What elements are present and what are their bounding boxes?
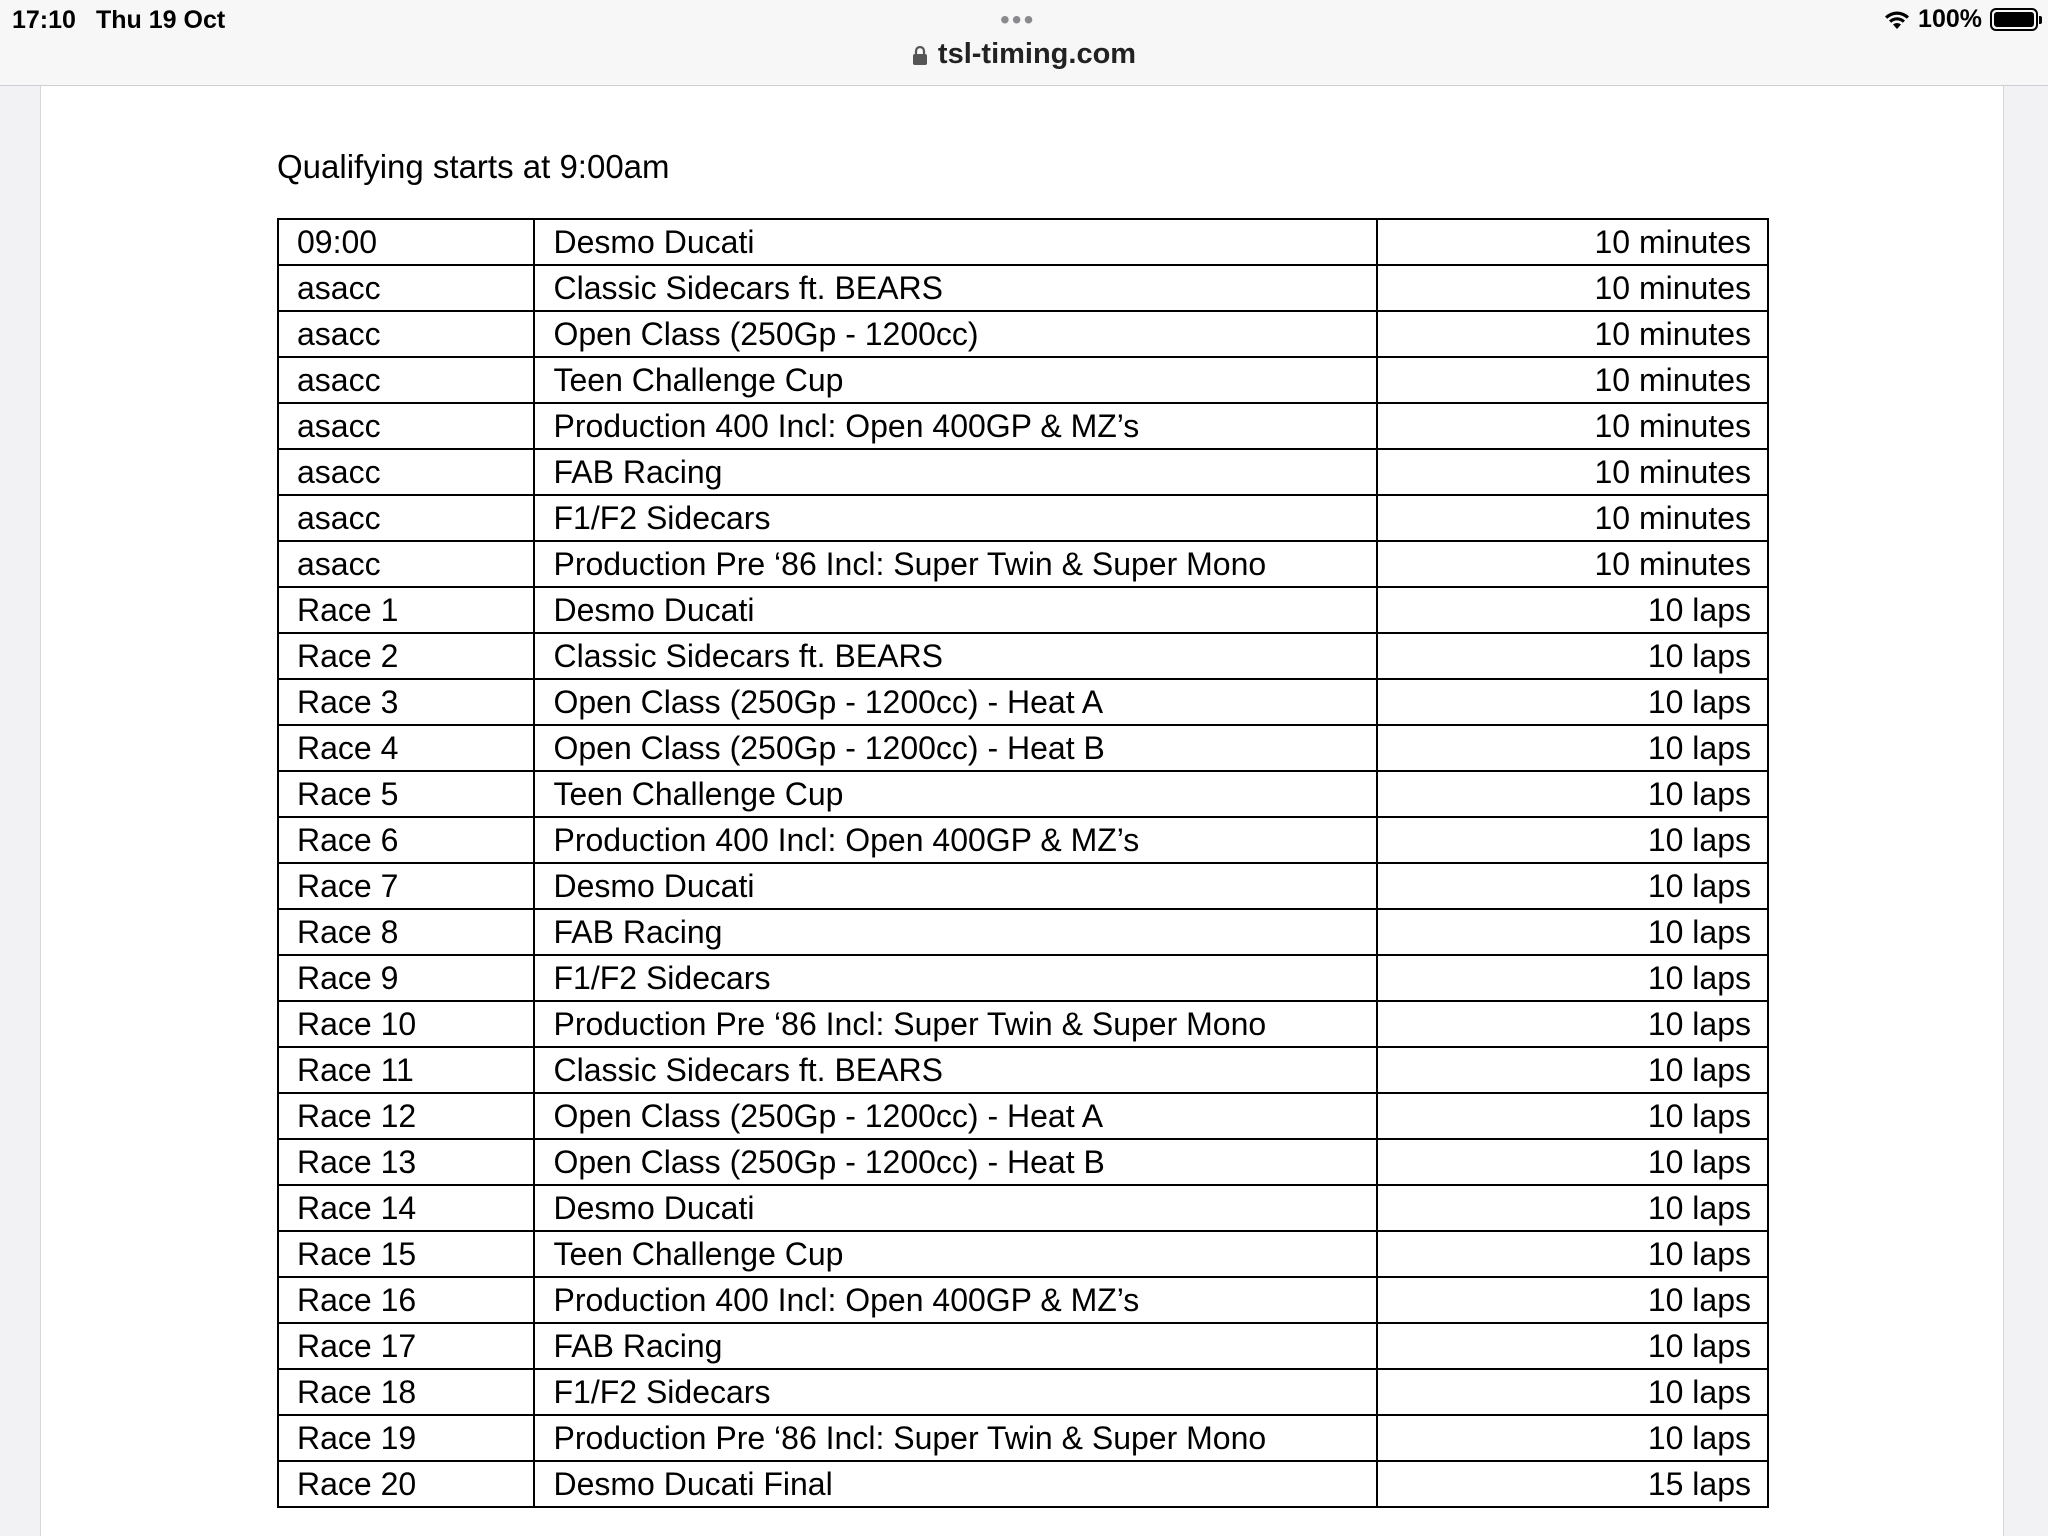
slot-cell: Race 1: [278, 587, 534, 633]
table-row: [278, 955, 1768, 1001]
class-cell: Desmo Ducati: [534, 1185, 1377, 1231]
duration-cell: 10 laps: [1377, 817, 1768, 863]
table-row: [278, 311, 1768, 357]
battery-percentage: 100%: [1918, 5, 1982, 33]
slot-cell: Race 16: [278, 1277, 534, 1323]
duration-cell: 10 laps: [1377, 1139, 1768, 1185]
duration-cell: 10 laps: [1377, 955, 1768, 1001]
table-row: [278, 1461, 1768, 1507]
duration-cell: 10 minutes: [1377, 541, 1768, 587]
slot-cell: Race 9: [278, 955, 534, 1001]
class-cell: FAB Racing: [534, 1323, 1377, 1369]
slot-cell: Race 11: [278, 1047, 534, 1093]
slot-cell: Race 3: [278, 679, 534, 725]
slot-cell: asacc: [278, 403, 534, 449]
table-row: [278, 1001, 1768, 1047]
duration-cell: 10 laps: [1377, 633, 1768, 679]
slot-cell: asacc: [278, 541, 534, 587]
duration-cell: 10 minutes: [1377, 265, 1768, 311]
slot-cell: Race 5: [278, 771, 534, 817]
table-row: [278, 1139, 1768, 1185]
duration-cell: 10 laps: [1377, 909, 1768, 955]
class-cell: Teen Challenge Cup: [534, 1231, 1377, 1277]
duration-cell: 10 laps: [1377, 1277, 1768, 1323]
document-page: [40, 86, 2004, 1536]
status-date: Thu 19 Oct: [96, 6, 226, 34]
class-cell: Production Pre ‘86 Incl: Super Twin & Super Mono: [534, 1415, 1377, 1461]
lock-icon: [912, 45, 928, 65]
slot-cell: Race 4: [278, 725, 534, 771]
schedule-body: [278, 219, 1768, 1507]
class-cell: Production 400 Incl: Open 400GP & MZ’s: [534, 1277, 1377, 1323]
slot-cell: Race 20: [278, 1461, 534, 1507]
class-cell: F1/F2 Sidecars: [534, 495, 1377, 541]
class-cell: Production 400 Incl: Open 400GP & MZ’s: [534, 817, 1377, 863]
duration-cell: 10 laps: [1377, 679, 1768, 725]
slot-cell: 09:00: [278, 219, 534, 265]
class-cell: Open Class (250Gp - 1200cc): [534, 311, 1377, 357]
table-row: [278, 863, 1768, 909]
slot-cell: Race 12: [278, 1093, 534, 1139]
wifi-icon: [1884, 9, 1910, 31]
table-row: [278, 541, 1768, 587]
duration-cell: 10 minutes: [1377, 311, 1768, 357]
table-row: [278, 679, 1768, 725]
table-row: [278, 265, 1768, 311]
class-cell: Classic Sidecars ft. BEARS: [534, 265, 1377, 311]
url-text[interactable]: tsl-timing.com: [937, 38, 1137, 70]
class-cell: Production Pre ‘86 Incl: Super Twin & Super Mono: [534, 541, 1377, 587]
duration-cell: 10 minutes: [1377, 357, 1768, 403]
duration-cell: 10 minutes: [1377, 403, 1768, 449]
slot-cell: Race 8: [278, 909, 534, 955]
race-schedule-table: [277, 218, 1769, 1508]
duration-cell: 10 laps: [1377, 863, 1768, 909]
duration-cell: 10 minutes: [1377, 449, 1768, 495]
qualifying-intro: Qualifying starts at 9:00am: [277, 148, 670, 185]
slot-cell: asacc: [278, 357, 534, 403]
table-row: [278, 403, 1768, 449]
table-row: [278, 1369, 1768, 1415]
class-cell: Teen Challenge Cup: [534, 357, 1377, 403]
class-cell: Classic Sidecars ft. BEARS: [534, 1047, 1377, 1093]
duration-cell: 10 laps: [1377, 587, 1768, 633]
table-row: [278, 1047, 1768, 1093]
class-cell: Teen Challenge Cup: [534, 771, 1377, 817]
battery-fill: [1994, 12, 2034, 27]
battery-tip: [2039, 16, 2042, 24]
duration-cell: 10 minutes: [1377, 219, 1768, 265]
duration-cell: 10 laps: [1377, 1047, 1768, 1093]
duration-cell: 10 laps: [1377, 1369, 1768, 1415]
table-row: [278, 817, 1768, 863]
class-cell: Desmo Ducati: [534, 219, 1377, 265]
slot-cell: Race 2: [278, 633, 534, 679]
duration-cell: 10 laps: [1377, 1231, 1768, 1277]
class-cell: Production Pre ‘86 Incl: Super Twin & Super Mono: [534, 1001, 1377, 1047]
table-row: [278, 771, 1768, 817]
slot-cell: Race 14: [278, 1185, 534, 1231]
slot-cell: Race 18: [278, 1369, 534, 1415]
address-bar[interactable]: [0, 38, 2048, 71]
table-row: [278, 1093, 1768, 1139]
slot-cell: asacc: [278, 495, 534, 541]
duration-cell: 10 laps: [1377, 725, 1768, 771]
class-cell: Desmo Ducati: [534, 587, 1377, 633]
table-row: [278, 633, 1768, 679]
table-row: [278, 725, 1768, 771]
table-row: [278, 1185, 1768, 1231]
slot-cell: Race 15: [278, 1231, 534, 1277]
table-row: [278, 587, 1768, 633]
browser-top-bar: [0, 0, 2048, 86]
class-cell: F1/F2 Sidecars: [534, 955, 1377, 1001]
status-right: [1884, 5, 2038, 34]
class-cell: Classic Sidecars ft. BEARS: [534, 633, 1377, 679]
duration-cell: 15 laps: [1377, 1461, 1768, 1507]
table-row: [278, 449, 1768, 495]
slot-cell: Race 7: [278, 863, 534, 909]
class-cell: Open Class (250Gp - 1200cc) - Heat B: [534, 725, 1377, 771]
duration-cell: 10 minutes: [1377, 495, 1768, 541]
duration-cell: 10 laps: [1377, 1001, 1768, 1047]
class-cell: FAB Racing: [534, 909, 1377, 955]
duration-cell: 10 laps: [1377, 1323, 1768, 1369]
duration-cell: 10 laps: [1377, 1185, 1768, 1231]
class-cell: Desmo Ducati: [534, 863, 1377, 909]
duration-cell: 10 laps: [1377, 1093, 1768, 1139]
slot-cell: Race 10: [278, 1001, 534, 1047]
ellipsis-icon[interactable]: •••: [1000, 4, 1036, 35]
class-cell: Open Class (250Gp - 1200cc) - Heat B: [534, 1139, 1377, 1185]
class-cell: Production 400 Incl: Open 400GP & MZ’s: [534, 403, 1377, 449]
table-row: [278, 909, 1768, 955]
slot-cell: Race 17: [278, 1323, 534, 1369]
slot-cell: asacc: [278, 311, 534, 357]
class-cell: Open Class (250Gp - 1200cc) - Heat A: [534, 679, 1377, 725]
table-row: [278, 1415, 1768, 1461]
class-cell: Desmo Ducati Final: [534, 1461, 1377, 1507]
slot-cell: Race 6: [278, 817, 534, 863]
class-cell: FAB Racing: [534, 449, 1377, 495]
slot-cell: asacc: [278, 449, 534, 495]
status-time: 17:10: [12, 6, 76, 34]
table-row: [278, 1277, 1768, 1323]
class-cell: Open Class (250Gp - 1200cc) - Heat A: [534, 1093, 1377, 1139]
table-row: [278, 1323, 1768, 1369]
slot-cell: asacc: [278, 265, 534, 311]
class-cell: F1/F2 Sidecars: [534, 1369, 1377, 1415]
battery-icon: [1990, 8, 2038, 31]
slot-cell: Race 19: [278, 1415, 534, 1461]
table-row: [278, 495, 1768, 541]
slot-cell: Race 13: [278, 1139, 534, 1185]
table-row: [278, 1231, 1768, 1277]
table-row: [278, 219, 1768, 265]
duration-cell: 10 laps: [1377, 771, 1768, 817]
table-row: [278, 357, 1768, 403]
duration-cell: 10 laps: [1377, 1415, 1768, 1461]
